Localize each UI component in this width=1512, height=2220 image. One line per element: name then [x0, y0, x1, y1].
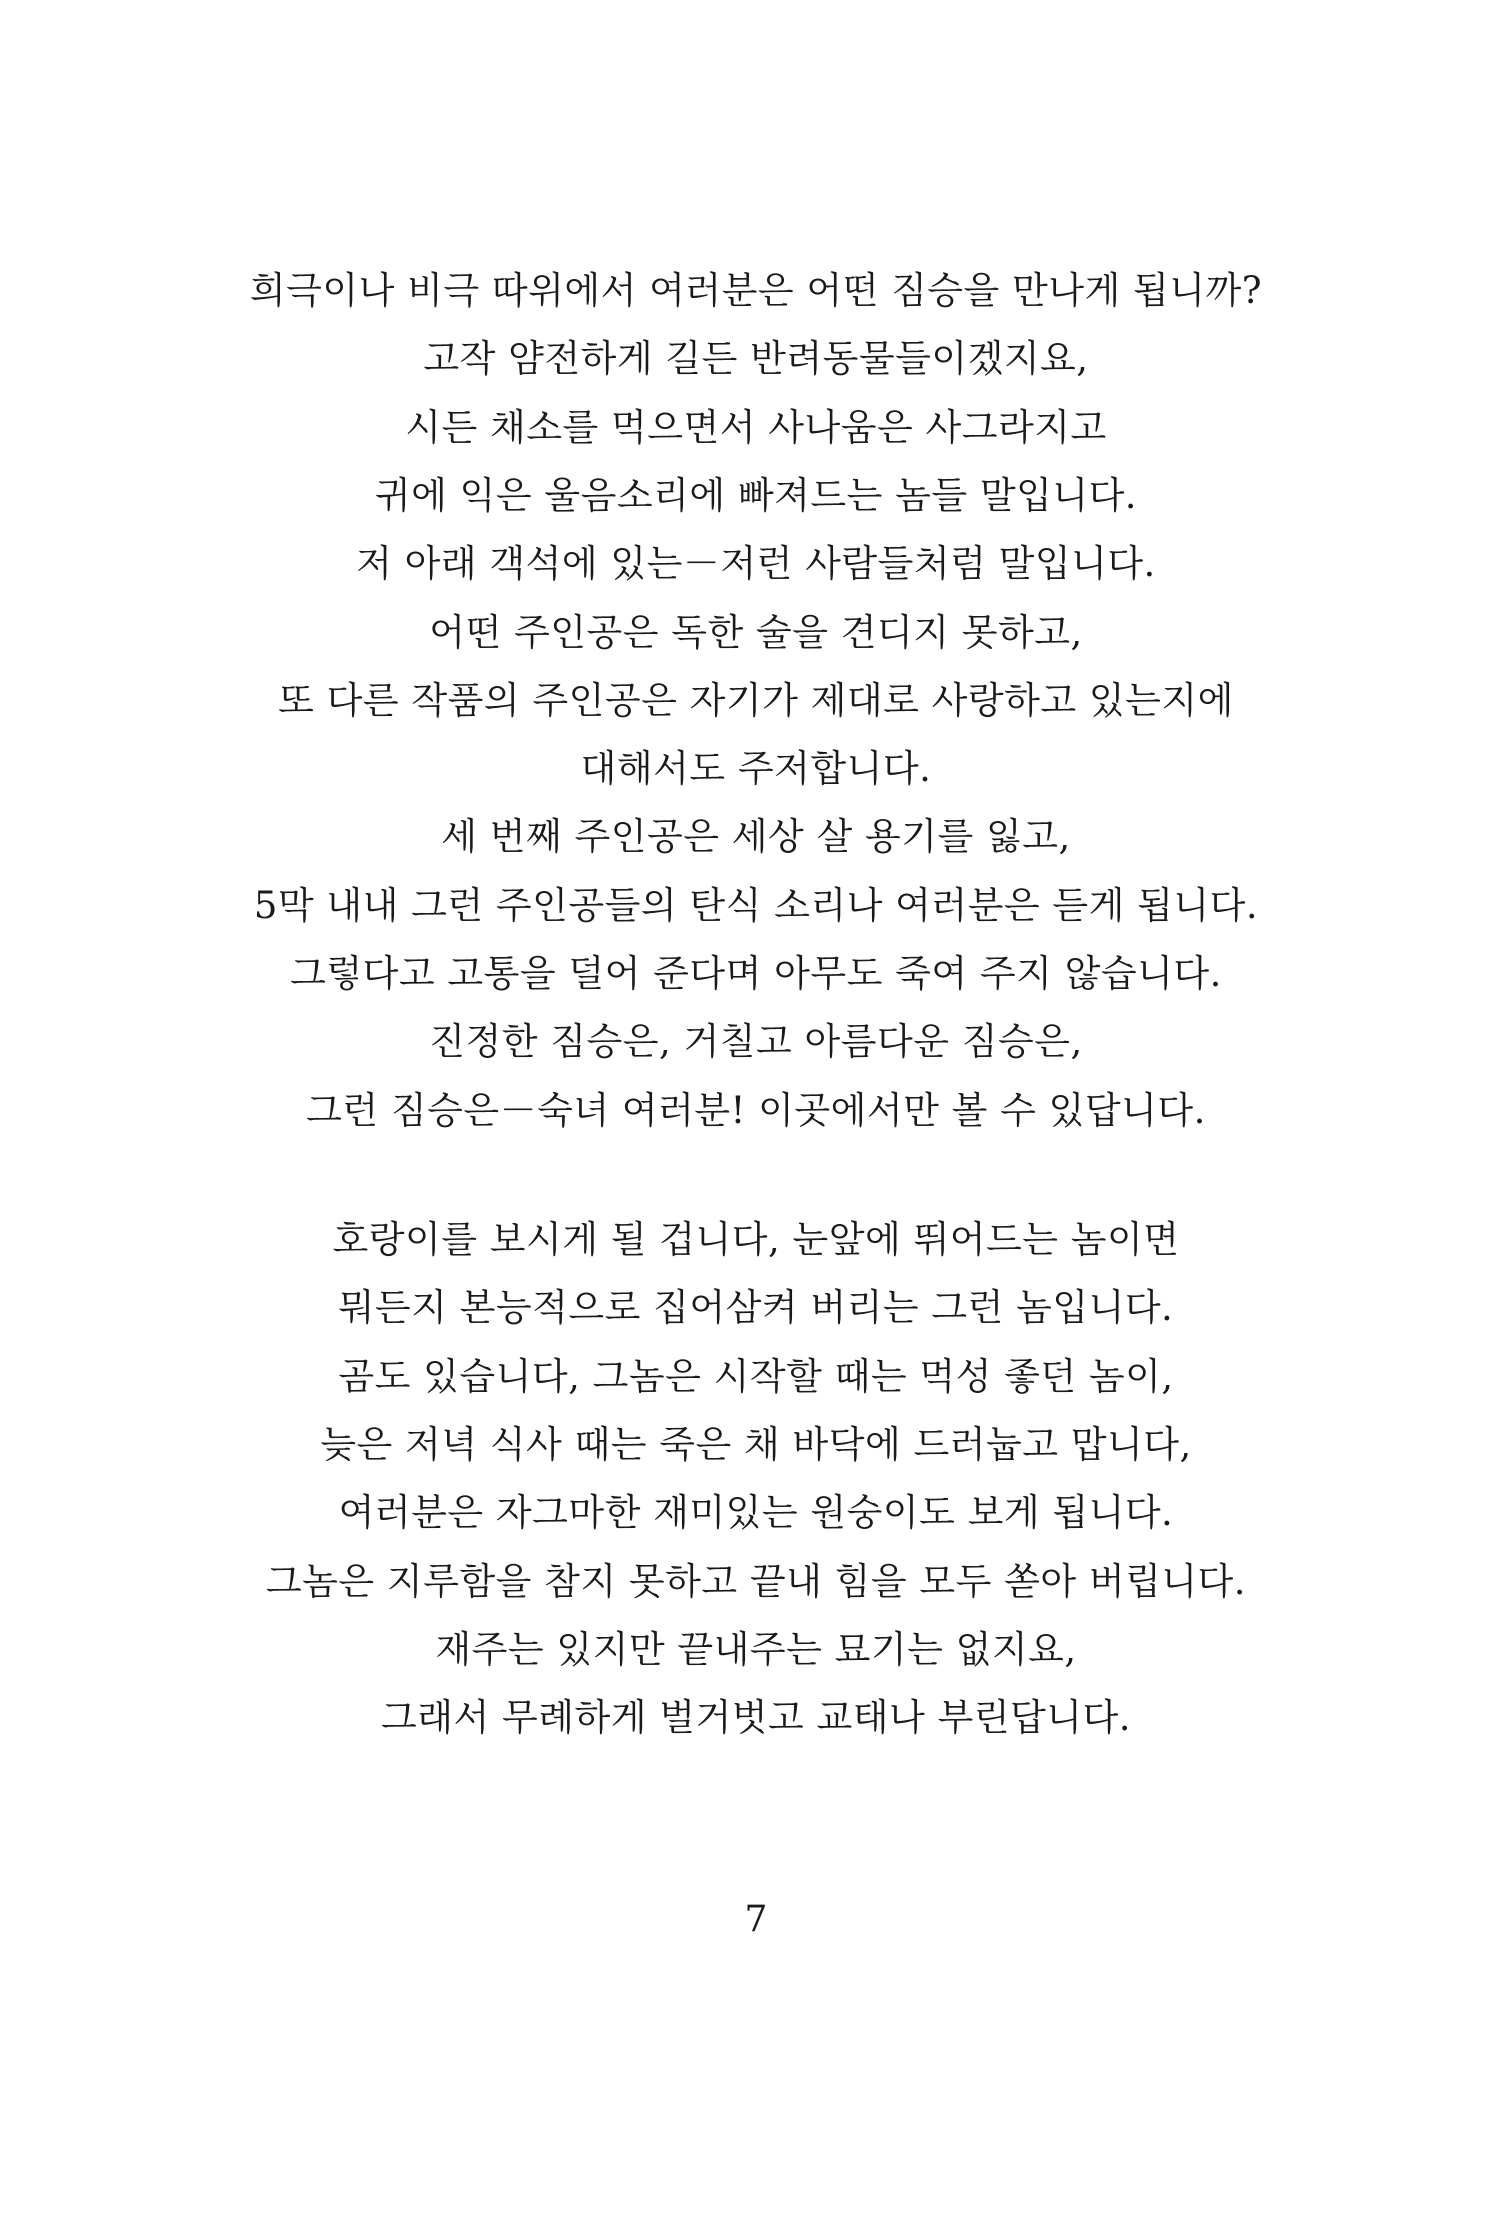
poem-line: 진정한 짐승은, 거칠고 아름다운 짐승은, — [429, 1020, 1083, 1064]
poem-line: 세 번째 주인공은 세상 살 용기를 잃고, — [441, 815, 1071, 859]
poem-line: 늦은 저녁 식사 때는 죽은 채 바닥에 드러눕고 맙니다, — [320, 1422, 1192, 1466]
poem-line: 희극이나 비극 따위에서 여러분은 어떤 짐승을 만나게 됩니까? — [249, 269, 1263, 312]
page-number: 7 — [744, 1899, 768, 1940]
poem-line: 5막 내내 그런 주인공들의 탄식 소리나 여러분은 듣게 됩니다. — [253, 883, 1259, 927]
poem-line: 그래서 무례하게 벌거벗고 교태나 부린답니다. — [381, 1696, 1131, 1740]
poem-line: 시든 채소를 먹으면서 사나움은 사그라지고 — [405, 405, 1107, 449]
poem-line: 여러분은 자그마한 재미있는 원숭이도 보게 됩니다. — [338, 1491, 1174, 1535]
poem-line: 그렇다고 고통을 덜어 준다며 아무도 죽여 주지 않습니다. — [290, 952, 1222, 995]
poem-line: 곰도 있습니다, 그놈은 시작할 때는 먹성 좋던 놈이, — [338, 1354, 1174, 1398]
poem-line: 또 다른 작품의 주인공은 자기가 제대로 사랑하고 있는지에 — [278, 678, 1234, 722]
poem-line: 재주는 있지만 끝내주는 묘기는 없지요, — [435, 1627, 1077, 1671]
poem-line: 어떤 주인공은 독한 술을 견디지 못하고, — [429, 610, 1083, 654]
poem-line: 고작 얌전하게 길든 반려동물들이겠지요, — [423, 337, 1089, 381]
poem-line: 뭐든지 본능적으로 집어삼켜 버리는 그런 놈입니다. — [338, 1286, 1174, 1330]
poem-line: 그런 짐승은－숙녀 여러분! 이곳에서만 볼 수 있답니다. — [306, 1088, 1206, 1132]
poem-line: 그놈은 지루함을 참지 못하고 끝내 힘을 모두 쏟아 버립니다. — [265, 1559, 1247, 1603]
poem-line: 호랑이를 보시게 될 겁니다, 눈앞에 뛰어드는 놈이면 — [332, 1218, 1180, 1261]
poem-line: 대해서도 주저합니다. — [580, 747, 932, 791]
poem-line: 귀에 익은 울음소리에 빠져드는 놈들 말입니다. — [374, 473, 1138, 517]
poem-line: 저 아래 객석에 있는－저런 사람들처럼 말입니다. — [356, 542, 1156, 586]
